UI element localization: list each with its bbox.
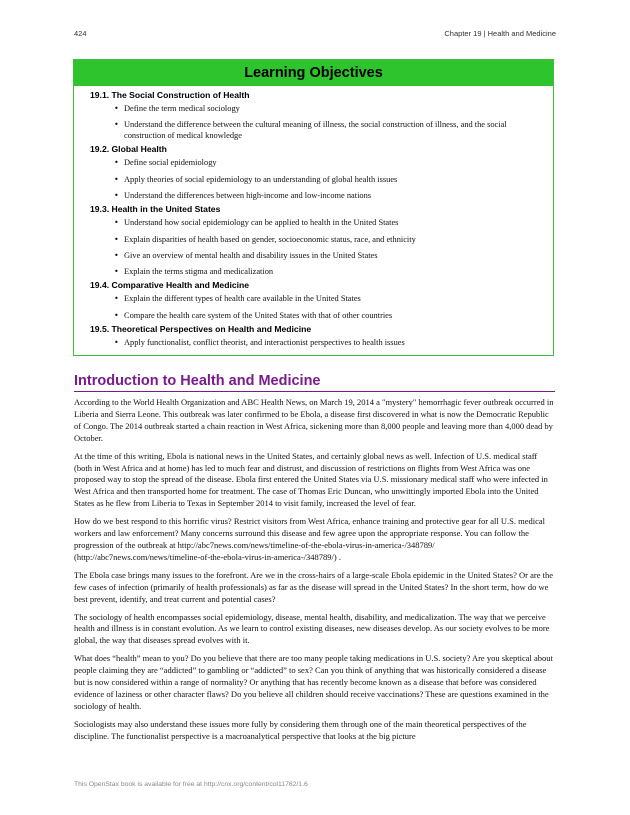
objective-section — [90, 90, 553, 141]
body-paragraph: The Ebola case brings many issues to the forefront. Are we in the cross-hairs of a large-scale Ebola epidemic in the United States? Or are the few cases of infection (primarily of health professionals) as far as the disease will spread in the United States? In the short term, how do we best prevent, identify, and treat current and potential cases? — [74, 569, 553, 604]
page-number: 424 — [74, 29, 87, 38]
objective-section — [90, 144, 553, 201]
body-paragraph: How do we best respond to this horrific virus? Restrict visitors from West Africa, enhance training and protective gear for all U.S. medical workers and law enforcement? Many concerns surround this disease and few agree upon the appropriate response. You can follow the progression of the outbreak at http://abc7news.com/news/timeline-of-the-ebola-virus-in-america-/348789/ (http://abc7news.com/news/timeline-of-the-ebola-virus-in-america-/348789/) . — [74, 516, 546, 562]
objective-item: • Give an overview of mental health and disability issues in the United States — [124, 250, 553, 261]
objective-list — [90, 337, 553, 348]
body-paragraph: The sociology of health encompasses social epidemiology, disease, mental health, disability, and medicalization. The way that we perceive health and illness is in constant evolution. As we learn to control existing diseases, new diseases develop. As our society evolves to be more global, the way that diseases spread evolves with it. — [74, 611, 550, 646]
objective-item: • Explain the different types of health care available in the United States — [124, 293, 553, 304]
objective-item: • Apply functionalist, conflict theorist, and interactionist perspectives to health issues — [124, 337, 553, 348]
page-footer: This OpenStax book is available for free at http://cnx.org/content/col11762/1.6 — [74, 781, 308, 788]
body-paragraph: What does “health” mean to you? Do you believe that there are too many people taking medications in U.S. society? Are you skeptical about people claiming they are “addicted” to gambling or “addicted” to sex? Can you think of anything that was historically considered a disease but is now considered within a range of normality? Or anything that has recently become known as a disease that before was considered evidence of laziness or other character flaws? Do you believe all children should receive vaccinations? These are questions examined in the sociology of health. — [74, 653, 553, 711]
learning-objectives-box — [73, 59, 554, 356]
objective-section-title: 19.2. Global Health — [90, 144, 167, 155]
objective-item: • Apply theories of social epidemiology to an understanding of global health issues — [124, 174, 553, 185]
section-title: Introduction to Health and Medicine — [74, 373, 555, 392]
objective-section-title: 19.4. Comparative Health and Medicine — [90, 280, 250, 291]
objective-item: • Explain disparities of health based on gender, socioeconomic status, race, and ethnicity — [124, 234, 553, 245]
objective-item: • Define social epidemiology — [124, 157, 553, 168]
body-paragraph: According to the World Health Organization and ABC Health News, on March 19, 2014 a "mystery" hemorrhagic fever outbreak occurred in Liberia and Sierra Leone. This outbreak was later confirmed to be Ebola, a disease first discovered in what is now the Democratic Republic of Congo. The 2014 outbreak started a chain reaction in West Africa, sickening more than 8,000 people and leaving more than 4,000 dead by October. — [74, 397, 554, 443]
objective-item: • Understand the difference between the cultural meaning of illness, the social construction of illness, and the social construction of medical knowledge — [124, 119, 553, 141]
objective-list — [90, 293, 553, 320]
objective-section-title: 19.5. Theoretical Perspectives on Health and Medicine — [90, 323, 312, 334]
objective-item: • Compare the health care system of the United States with that of other countries — [124, 310, 553, 321]
objective-item: • Define the term medical sociology — [124, 103, 553, 114]
chapter-header: Chapter 19 | Health and Medicine — [444, 29, 556, 38]
learning-objectives-list — [74, 86, 553, 348]
objective-section — [90, 324, 553, 348]
objective-item: • Explain the terms stigma and medicalization — [124, 266, 553, 277]
objective-list — [90, 157, 553, 201]
objective-list — [90, 103, 553, 141]
body-paragraph: At the time of this writing, Ebola is national news in the United States, and certainly global news as well. Infection of U.S. medical staff (both in West Africa and at home) has led to much fear and distrust, and discussion of restrictions on flights from West Africa was one proposed way to stop the spread of the disease. Ebola first entered the United States via U.S. missionary medical staff who were infected in West Africa and then transported home for treatment. The case of Thomas Eric Duncan, who unwittingly imported Ebola into the United States as he flew from Liberia to Texas in September 2014 to visit family, increased the level of fear. — [74, 450, 548, 509]
objective-item: • Understand how social epidemiology can be applied to health in the United States — [124, 217, 553, 228]
objective-section-title: 19.3. Health in the United States — [90, 204, 221, 215]
objective-section-title: 19.1. The Social Construction of Health — [90, 90, 250, 100]
intro-body — [74, 397, 557, 749]
objective-section — [90, 204, 553, 277]
objective-item: • Understand the differences between high-income and low-income nations — [124, 190, 553, 201]
objective-list — [90, 217, 553, 277]
body-paragraph: Sociologists may also understand these issues more fully by considering them through one of the main theoretical perspectives of the discipline. The functionalist perspective is a macroanalytical perspective that looks at the big picture — [74, 718, 527, 741]
learning-objectives-title: Learning Objectives — [74, 60, 553, 86]
objective-section — [90, 280, 553, 320]
